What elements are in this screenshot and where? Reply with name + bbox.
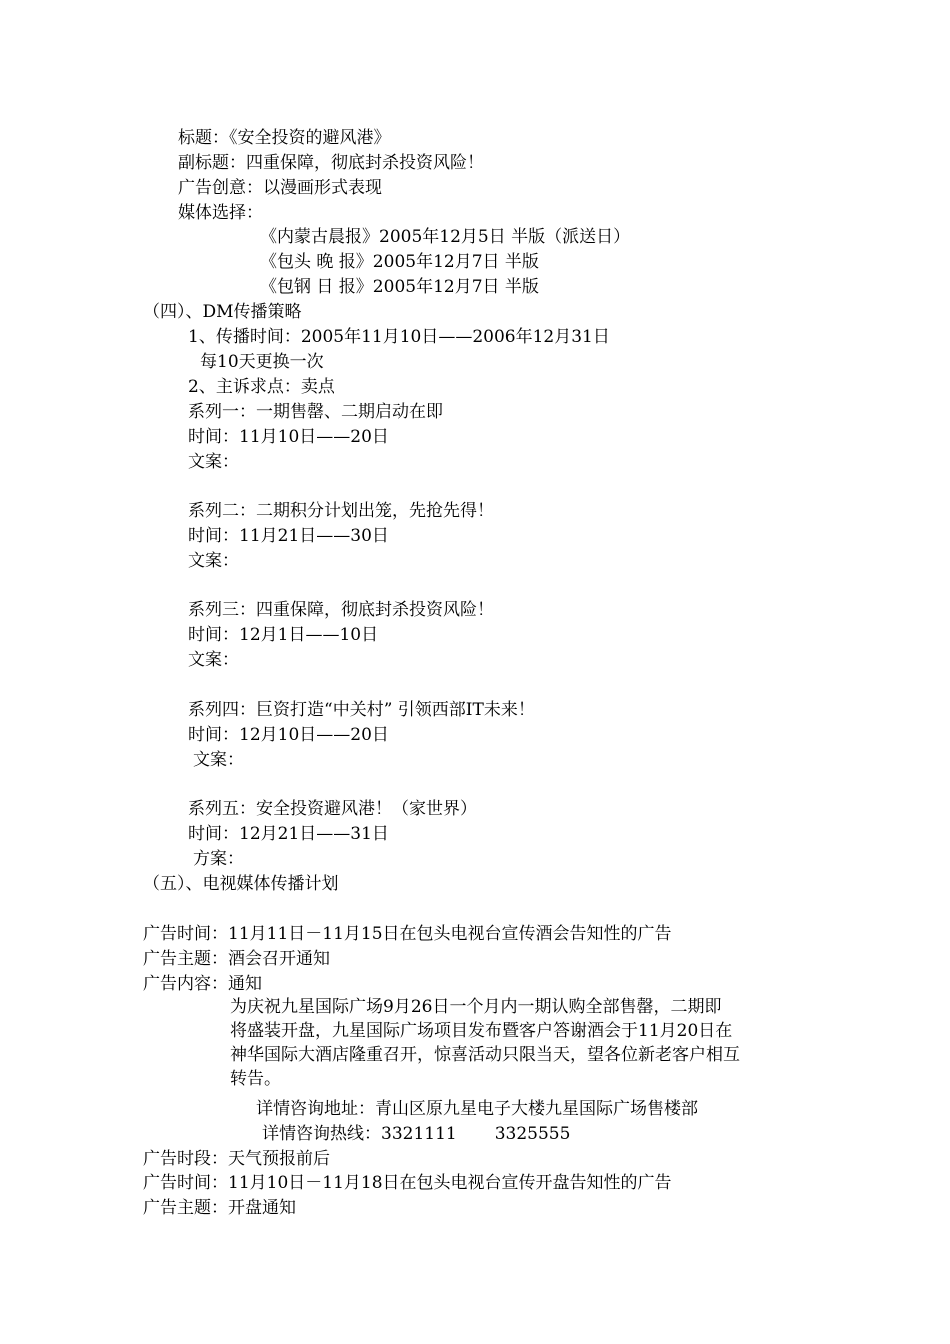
hotline-number-2: 3325555 [494, 1124, 571, 1144]
hotline-label: 详情咨询热线：3321111 [262, 1124, 457, 1144]
series-time: 时间：12月10日——20日 [188, 725, 389, 745]
series-time: 时间：12月21日——31日 [188, 824, 389, 844]
ad-title: 标题：《安全投资的避风港》 [178, 128, 391, 148]
tv-ad-time-1: 广告时间：11月11日－11月15日在包头电视台宣传酒会告知性的广告 [143, 924, 672, 944]
series-name: 系列一：一期售罄、二期启动在即 [188, 402, 443, 422]
series-name: 系列三：四重保障，彻底封杀投资风险！ [188, 600, 494, 620]
dm-item-1: 1、传播时间：2005年11月10日——2006年12月31日 [188, 327, 610, 347]
inquiry-address: 详情咨询地址：青山区原九星电子大楼九星国际广场售楼部 [256, 1099, 698, 1119]
dm-item-1-note: 每10天更换一次 [200, 352, 324, 372]
notice-line: 将盛装开盘，九星国际广场项目发布暨客户答谢酒会于11月20日在 [230, 1021, 733, 1041]
newspaper-line: 《包钢 日 报》2005年12月7日 半版 [260, 277, 539, 297]
inquiry-hotline [262, 1123, 570, 1145]
notice-line: 神华国际大酒店隆重召开，惊喜活动只限当天，望各位新老客户相互 [230, 1045, 740, 1065]
tv-ad-theme-1: 广告主题：酒会召开通知 [143, 949, 330, 969]
notice-paragraph [230, 995, 810, 1091]
ad-subtitle: 副标题：四重保障，彻底封杀投资风险！ [178, 153, 484, 173]
series-copy: 文案： [188, 650, 239, 670]
ad-creative: 广告创意：以漫画形式表现 [178, 178, 382, 198]
tv-ad-time-2: 广告时间：11月10日－11月18日在包头电视台宣传开盘告知性的广告 [143, 1173, 672, 1193]
series-time: 时间：11月21日——30日 [188, 526, 389, 546]
tv-ad-content-1: 广告内容：通知 [143, 974, 262, 994]
series-copy: 文案： [188, 452, 239, 472]
series-copy: 文案： [188, 551, 239, 571]
dm-item-2: 2、主诉求点：卖点 [188, 377, 335, 397]
series-name: 系列五：安全投资避风港！（家世界） [188, 799, 477, 819]
newspaper-line: 《内蒙古晨报》2005年12月5日 半版（派送日） [260, 227, 631, 247]
series-name: 系列四：巨资打造“中关村” 引领西部IT未来！ [188, 700, 535, 720]
series-name: 系列二：二期积分计划出笼，先抢先得！ [188, 501, 494, 521]
notice-line: 为庆祝九星国际广场9月26日一个月内一期认购全部售罄，二期即 [230, 997, 722, 1017]
series-copy: 文案： [193, 750, 244, 770]
media-choice-label: 媒体选择： [178, 203, 263, 223]
series-time: 时间：11月10日——20日 [188, 427, 389, 447]
tv-ad-theme-2: 广告主题：开盘通知 [143, 1198, 296, 1218]
tv-ad-slot-1: 广告时段：天气预报前后 [143, 1149, 330, 1169]
notice-line: 转告。 [230, 1069, 281, 1089]
series-copy: 方案： [193, 849, 244, 869]
section-heading-tv: （五）、电视媒体传播计划 [143, 874, 339, 894]
section-heading-dm: （四）、DM传播策略 [143, 302, 302, 322]
newspaper-line: 《包头 晚 报》2005年12月7日 半版 [260, 252, 539, 272]
series-time: 时间：12月1日——10日 [188, 625, 379, 645]
